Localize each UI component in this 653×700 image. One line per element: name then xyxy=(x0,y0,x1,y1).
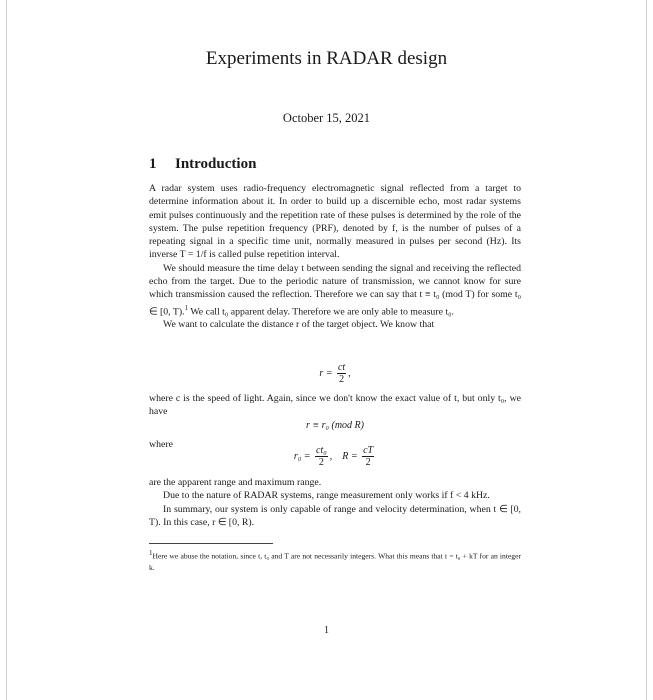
footnote-rule xyxy=(149,543,273,544)
footnote-text: Here we abuse the notation, since t, t₀ and T are not necessarily integers. What this means that t = t₀ + kT for an integer k. xyxy=(149,551,521,572)
equation-2 xyxy=(149,420,521,431)
paragraph-6: are the apparent range and maximum range. xyxy=(149,477,322,488)
paper-date: October 15, 2021 xyxy=(282,111,371,125)
paragraph-8: In summary, our system is only capable of range and velocity determination, when t ∈ [0, T). In this case, r ∈ [0, R). xyxy=(149,503,521,528)
paragraph-5: where xyxy=(149,439,173,450)
eq3-lhs2: R = xyxy=(342,450,358,462)
eq3-numerator-1: ct₀ xyxy=(316,445,327,456)
eq3-fraction-1 xyxy=(315,445,328,468)
section-heading xyxy=(149,156,256,173)
eq1-punct: , xyxy=(348,367,351,379)
paragraph-2 xyxy=(149,262,521,318)
eq2-text: r ≡ r₀ (mod R) xyxy=(306,420,364,431)
equation-3 xyxy=(149,445,521,468)
eq3-numerator-2: cT xyxy=(363,445,374,456)
eq3-denominator-2: 2 xyxy=(365,457,371,468)
eq3-separator: , xyxy=(329,450,333,462)
paragraph-2-tail: We call t₀ apparent delay. Therefore we are only able to measure t₀. xyxy=(188,305,454,317)
section-title: Introduction xyxy=(175,156,257,172)
eq1-lhs: r = xyxy=(319,367,333,379)
paragraph-7: Due to the nature of RADAR systems, range measurement only works if f < 4 kHz. xyxy=(163,490,490,502)
paragraph-2-text: We should measure the time delay t between sending the signal and receiving the reflected echo from the target. Due to the periodic nature of transmission, we cannot know for sure which transmission caused the reflection. Therefore we can say that t ≡ t₀ (mod T) for some t₀ ∈ [0, T). xyxy=(149,262,521,317)
eq3-denominator-1: 2 xyxy=(318,457,324,468)
eq3-fraction-2 xyxy=(362,445,374,468)
equation-1 xyxy=(149,362,521,385)
paragraph-3: We want to calculate the distance r of the target object. We know that xyxy=(163,319,435,331)
paragraph-1: A radar system uses radio-frequency electromagnetic signal reflected from a target to determine information about it. In order to build up a discernible echo, most radar systems emit pulses continuously and the repetition rate of these pulses is determined by the role of the system. The pulse repetition frequency (PRF), denoted by f, is the number of pulses of a repeating signal in a specific time unit, normally measured in pulses per second (Hz). Its inverse T = 1/f is called pulse repetition interval. xyxy=(149,183,521,261)
section-number: 1 xyxy=(149,156,157,172)
eq3-lhs1: r₀ = xyxy=(293,450,311,462)
body-block-1 xyxy=(149,182,521,332)
eq1-numerator: ct xyxy=(337,362,346,373)
paragraph-4: where c is the speed of light. Again, since we don't know the exact value of t, but only t₀, we have xyxy=(149,393,521,418)
footnote-number: 1 xyxy=(149,549,153,557)
body-block-4 xyxy=(149,476,521,529)
eq1-fraction xyxy=(337,362,346,385)
footnote-mark: 1 xyxy=(184,303,189,312)
footnote xyxy=(149,548,521,573)
eq1-denominator: 2 xyxy=(339,374,345,385)
paper-title: Experiments in RADAR design xyxy=(205,48,448,69)
page-number: 1 xyxy=(324,625,329,636)
body-block-2 xyxy=(149,392,521,419)
